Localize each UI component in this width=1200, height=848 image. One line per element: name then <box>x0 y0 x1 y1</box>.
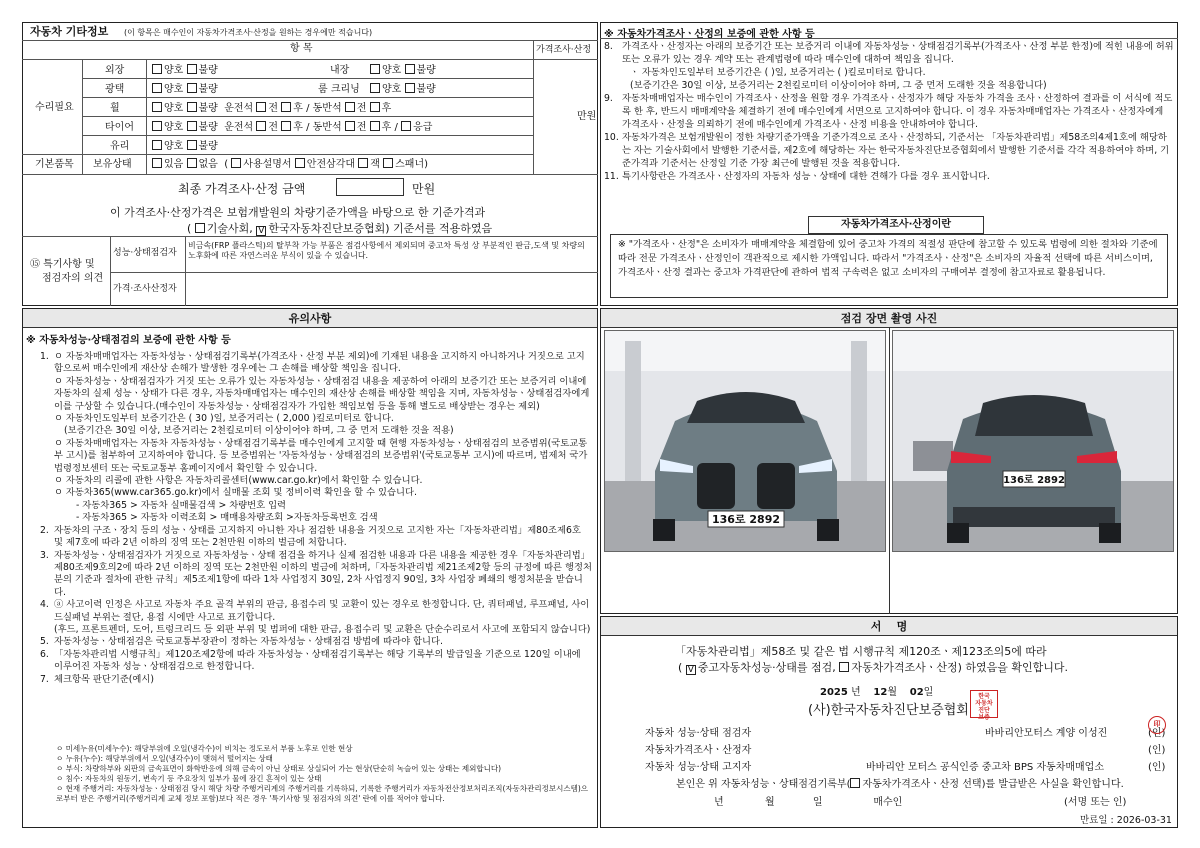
exterior-options[interactable]: 양호 불량 <box>152 64 218 78</box>
perf-inspector-label: 성능·상태점검자 <box>113 248 177 258</box>
price-assessor-label: 자동차가격조사ㆍ산정자 <box>645 745 752 756</box>
tire-options[interactable]: 양호 불량 운전석 전 후 / 동반석 전 후 / 응급 <box>152 121 432 135</box>
row-room-cleaning: 룸 크리닝 <box>318 84 360 95</box>
notifier-value: 바바리안 모터스 공식인증 중고차 BPS 자동차매매업소 <box>866 762 1104 773</box>
expiry-date: 만료일 : 2026-03-31 <box>1080 815 1172 826</box>
buyer-date-row: 년 월 일 매수인 <box>714 797 903 808</box>
gloss-options[interactable]: 양호 불량 <box>152 83 218 97</box>
notes-items: 1. ㅇ 자동차매매업자는 자동차성능ㆍ상태점검기록부(가격조사ㆍ산정 부분 제외)에 기재된 내용을 고지하지 아니하거나 거짓으로 고지함으로써 매수인에게 재산상 손해가 발생한 경우에는 그 손해를 배상할 책임을 집니다. ㅇ 자동차성능ㆍ상태점검자가 거짓 또는 오류가 있는 자동차성능ㆍ상태점검 내용을 제공하여 아래의 보증기간 또는 보증거리 이내에 자동차의 실제 성능ㆍ상태가 다른 경우, 자동차매매업자는 매수인의 재산상 손해를 배상할 책임을 지며, 자동차성능ㆍ상태점검자에게 이를 구상할 수 있습니다.(매수인이 자동차성능ㆍ상태점검자가 가입한 책임보험 등을 통해 별도로 배상받는 경우는 제외) ㅇ 자동차인도일부터 보증기간은 ( 30 )일, 보증거리는 ( 2,000 )킬로미터로 합니다. (보증기간은 30일 이상, 보증거리는 2천킬로미터 이상이어야 하며, 그 중 먼저 도래한 것을 적용) ㅇ 자동차매매업자는 자동차 자동차성능ㆍ상태점검기록부를 매수인에게 고지할 때 현행 자동차성능ㆍ상태점검의 보증범위(국토교통부 고시)를 첨부하여 고지하여야 합니다. 등 보증범위는 '자동차성능ㆍ상태점검의 보증범위'(국토교통부 고시)에 따르며, 법제처 국가법령정보센터 또는 국토교통부 홈페이지에서 확인할 수 있습니다. ㅇ 자동차의 리콜에 관한 사항은 자동차리콜센터(www.car.go.kr)에서 확인할 수 있습니다. ㅇ 자동차365(www.car365.go.kr)에서 실매물 조회 및 정비이력 확인을 할 수 있습니다. - 자동차365 > 자동차 실매물검색 > 차량번호 입력 - 자동차365 > 자동차 이력조회 > 매매용차량조회 >자동차등록번호 검색 2. 자동차의 구조ㆍ장치 등의 성능ㆍ상태를 고지하지 아니한 자나 점검한 내용을 거짓으로 고지한 자는「자동차관리법」제80조제6호 및 제7호에 따라 2년 이하의 징역 또는 2천만원 이하의 벌금에 처합니다. 3. 자동차성능ㆍ상태점검자가 거짓으로 자동차성능ㆍ상태 점검을 하거나 실제 점검한 내용과 다른 내용을 제공한 경우「자동차관리법」제80조제9호의2에 따라 2년 이하의 징역 또는 2천만원 이하의 벌금에 처하며,「자동차관리법 제21조제2항 등의 규정에 따른 행정처분의 기준과 절차에 관한 규칙」제5조제1항에 따라 1차 사업정지 30일, 2차 사업정지 90일, 3차 사업장 폐쇄의 행정처분을 받습니다. 4. ⓐ 사고이력 인정은 사고로 자동차 주요 골격 부위의 판금, 용접수리 및 교환이 있는 경우로 한정합니다. 단, 쿼터패널, 루프패널, 사이드실패널 부위는 절단, 용접 시에만 사고로 표기합니다. (후드, 프론트펜더, 도어, 트렁크리드 등 외판 부위 및 범퍼에 대한 판금, 용접수리 및 교환은 단순수리로서 사고에 포함되지 않습니다) 5. 자동차성능ㆍ상태점검은 국토교통부장관이 정하는 자동차성능ㆍ상태점검 방법에 따라야 합니다. 6. 「자동차관리법 시행규칙」제120조제2항에 따라 자동차성능ㆍ상태점검기록부는 해당 기록부의 발급일을 기준으로 120일 이내에 이루어진 자동차 성능ㆍ상태점검으로 한정합니다. 7. 체크항목 판단기준(예시) <box>40 351 592 685</box>
price-unit: 만원 <box>577 111 597 122</box>
notes-header: 유의사항 <box>23 309 597 328</box>
photos-header: 점검 장면 촬영 사진 <box>601 309 1177 328</box>
signature-org: (사)한국자동차진단보증협회 <box>808 703 969 718</box>
inspector-label: 자동차 성능·상태 점검자 <box>645 728 752 739</box>
other-info-note: (이 항목은 매수인이 자동차가격조사·산정을 원하는 경우에만 적습니다) <box>124 28 373 37</box>
notifier-label: 자동차 성능·상태 고지자 <box>645 762 752 773</box>
other-info-title: 자동차 기타정보 <box>30 25 109 38</box>
price-guarantee-items: 8. 가격조사ㆍ산정자는 아래의 보증기간 또는 보증거리 이내에 자동차성능ㆍ상태점검기록부(가격조사ㆍ산정 부분 한정)에 적힌 내용에 허위 또는 오류가 있는 경우 계약 또는 관계법령에 따라 매수인에 대하여 책임을 집니다. ㆍ 자동차인도일부터 보증기간은 ( )일, 보증거리는 ( )킬로미터로 합니다. (보증기간은 30일 이상, 보증거리는 2천킬로미터 이상이어야 하며, 그 중 먼저 도래한 것을 적용합니다) 9. 자동차매매업자는 매수인이 가격조사ㆍ산정을 원할 경우 가격조사ㆍ산정자가 해당 자동차 가격을 조사ㆍ산정하여 결과를 이 서식에 적도록 한 후, 반드시 매매계약을 체결하기 전에 매수인에게 서면으로 고지하여야 합니다. 이 경우 자동차매매업자는 가격조사ㆍ산정자에게 가격조사ㆍ산정을 의뢰하기 전에 매수인에게 가격조사ㆍ산정 비용을 안내하여야 합니다. 10. 자동차가격은 보험개발원이 정한 차량기준가액을 기준가격으로 조사ㆍ산정하되, 기준서는 「자동차관리법」제58조의4제1호에 해당하는 자는 기술사회에서 발행한 기준서를, 제2호에 해당하는 자는 한국자동차진단보증협회에서 발행한 기준서를 각각 적용하여야 하며, 기준가격과 기준서는 산정일 기준 가장 최근에 발행된 것을 적용합니다. 11. 특기사항란은 가격조사ㆍ산정자의 자동차 성능ㆍ상태에 대한 견해가 다를 경우 표시합니다. <box>604 41 1174 182</box>
notifier-seal: (인) <box>1148 762 1166 773</box>
signature-confirm-line: ( V 중고자동차성능·상태를 점검, 자동차가격조사ㆍ산정) 하였음을 확인합니다. <box>678 661 1068 675</box>
repair-group-label: 수리필요 <box>35 102 74 113</box>
interior-options[interactable]: 양호 불량 <box>370 64 436 78</box>
room-cleaning-options[interactable]: 양호 불량 <box>370 83 436 97</box>
receipt-line: 본인은 위 자동차성능ㆍ상태점검기록부( 자동차가격조사ㆍ산정 선택)를 발급받은 사실을 확인합니다. <box>676 779 1124 790</box>
basic-items-label: 기본품목 <box>35 159 74 170</box>
wheel-options[interactable]: 양호 불량 운전석 전 후 / 동반석 전 후 <box>152 102 391 116</box>
row-interior: 내장 <box>330 65 350 76</box>
signature-law-line: 「자동차관리법」제58조 및 같은 법 시행규칙 제120조ㆍ제123조의5에 따라 <box>675 645 1047 658</box>
row-glass: 유리 <box>110 141 130 152</box>
front-view-photo <box>604 330 886 552</box>
final-price-label: 최종 가격조사·산정 금액 <box>178 182 306 196</box>
signature-header: 서 명 <box>601 617 1177 636</box>
front-plate: 136로 2892 <box>711 513 781 526</box>
price-assessor-seal: (인) <box>1148 745 1166 756</box>
association-seal: 한국 자동차 진단 보증 <box>970 690 998 718</box>
inspector-seal: 印 <box>1148 716 1166 734</box>
price-inspector-label: 가격·조사산정자 <box>113 284 177 294</box>
inspector-value: 바바리안모터스 계양 이성진 <box>985 728 1108 739</box>
notes-title: ※ 자동차성능·상태점검의 보증에 관한 사항 등 <box>26 335 231 346</box>
notes-criteria: ㅇ 미세누유(미세누수): 해당부위에 오일(냉각수)이 비치는 정도로서 부품 노후로 인한 현상 ㅇ 누유(누수): 해당부위에서 오일(냉각수)이 맺혀서 떨어지는 상태 ㅇ 부식: 차량하부와 외판의 금속표면이 화학반응에 의해 금속이 아닌 상태로 상실되어 가는 현상(단순히 녹슬어 있는 상태는 제외합니다) ㅇ 침수: 자동차의 원동기, 변속기 등 주요장치 일부가 물에 잠긴 흔적이 있는 상태 ㅇ 현재 주행거리: 자동차성능ㆍ상태점검 당시 해당 차량 주행거리계의 주행거리를 기록하되, 기록한 주행거리가 자동차전산정보처리조직(자동차관리정보시스템)으로부터 받은 주행거리(주행거리계 교체 정보 포함)보다 적은 경우 '특기사항 및 점검자의 의견' 란에 이를 적어야 합니다. <box>56 744 589 803</box>
price-definition-title-box: 자동차가격조사·산정이란 <box>808 216 984 234</box>
final-price-unit: 만원 <box>412 182 436 196</box>
basis-line-1: 이 가격조사·산정가격은 보험개발원의 차량기준가액을 바탕으로 한 기준가격과 <box>110 206 486 219</box>
row-exterior: 외장 <box>105 65 125 76</box>
rear-plate: 136로 2892 <box>1003 475 1065 486</box>
perf-opinion-text: 비금속(FRP 플라스틱)의 탈부착 가능 부품은 점검사항에서 제외되며 중고차 특성 상 부분적인 판금,도색 및 차량의 노후화에 따른 자연스러운 부식이 있을 수 있습니다. <box>188 241 585 260</box>
col-price-header: 가격조사·산정 <box>536 45 592 55</box>
buyer-sign[interactable]: (서명 또는 인) <box>1064 797 1127 808</box>
possession-options[interactable]: 있음 없음 ( 사용설명서 안전삼각대 잭 스패너) <box>152 158 428 172</box>
basis-line-2: ( 기술사회, V 한국자동차진단보증협회) 기준서를 적용하였음 <box>187 222 493 236</box>
signature-date: 2025 년 12월 02일 <box>820 687 934 698</box>
row-gloss: 광택 <box>105 84 125 95</box>
rear-view-photo <box>892 330 1174 552</box>
final-price-input[interactable] <box>336 178 404 196</box>
col-item-header: 항 목 <box>290 43 313 54</box>
price-guarantee-title: ※ 자동차가격조사ㆍ산정의 보증에 관한 사항 등 <box>604 29 815 40</box>
rear-car-illustration <box>893 331 1174 552</box>
possession-label: 보유상태 <box>93 159 132 170</box>
glass-options[interactable]: 양호 불량 <box>152 140 218 154</box>
opinion-label-1: ⑮ 특기사항 및 <box>30 259 95 270</box>
price-definition-text: ※ "가격조사ㆍ산정"은 소비자가 매매계약을 체결함에 있어 중고차 가격의 적절성 판단에 참고할 수 있도록 법령에 의한 절차와 기준에 따라 전문 가격조사ㆍ산정인이 객관적으로 제시한 가액입니다. 따라서 "가격조사ㆍ산정"은 소비자의 자율적 선택에 따른 서비스이며, 가격조사ㆍ산정 결과는 중고차 가격판단에 관하여 법적 구속력은 없고 소비자의 구매여부 결정에 참고자료로 활용됩니다. <box>618 239 1158 278</box>
inspector-seal-text: (인) <box>1148 728 1166 739</box>
row-tire: 타이어 <box>105 122 134 133</box>
opinion-label-2: 점검자의 의견 <box>42 273 104 284</box>
row-wheel: 휠 <box>110 103 120 114</box>
front-car-illustration <box>605 331 886 552</box>
